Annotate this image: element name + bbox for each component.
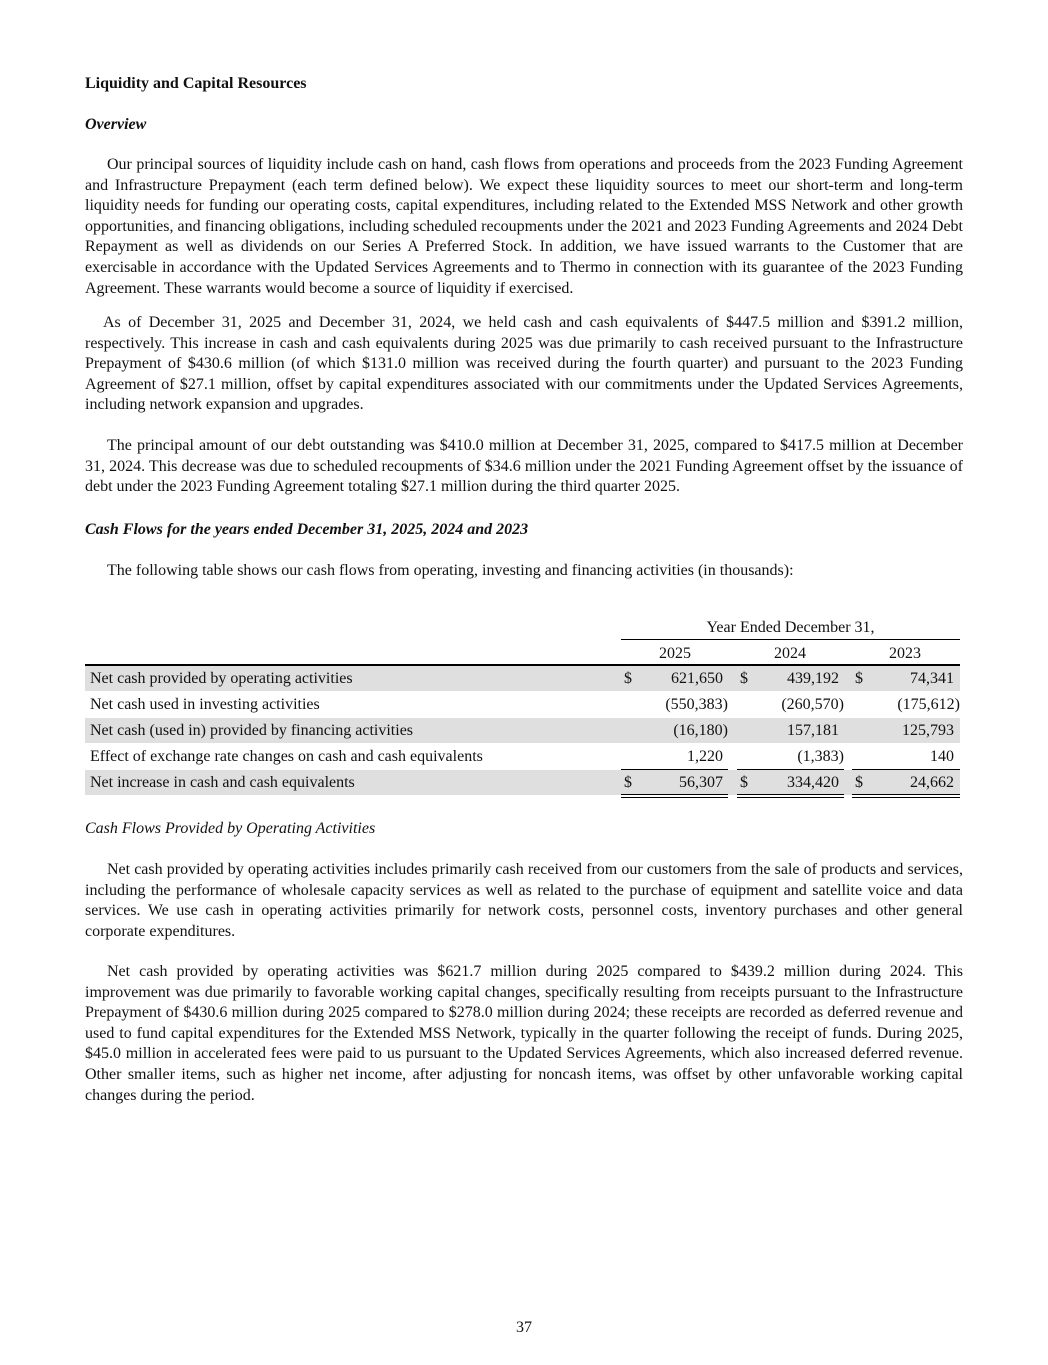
year-header-2024: 2024 bbox=[774, 645, 806, 662]
year-header-2025: 2025 bbox=[659, 645, 691, 662]
currency-symbol: $ bbox=[855, 774, 863, 791]
year-header-2023: 2023 bbox=[889, 645, 921, 662]
cell-2023: 140 bbox=[930, 748, 954, 765]
table-row bbox=[85, 718, 960, 743]
currency-symbol: $ bbox=[740, 670, 748, 687]
currency-symbol: $ bbox=[624, 774, 632, 791]
cash-flows-heading: Cash Flows for the years ended December 31, 2025, 2024 and 2023 bbox=[85, 521, 529, 538]
cell-2025: 1,220 bbox=[687, 748, 723, 765]
cell-2023: 74,341 bbox=[910, 670, 954, 687]
subtotal-rule-2024 bbox=[737, 769, 844, 770]
header-rule bbox=[621, 639, 960, 640]
double-rule-2025 bbox=[621, 794, 728, 798]
cell-2023: 24,662 bbox=[910, 774, 954, 791]
overview-paragraph-3: The principal amount of our debt outstanding was $410.0 million at December 31, 2025, compared to $417.5 million at December 31, 2024. This decrease was due to scheduled recoupments of $34.6 million under the 2021 Funding Agreement offset by the issuance of debt under the 2023 Funding Agreement totaling $27.1 million during the third quarter 2025. bbox=[85, 437, 963, 496]
double-rule-2024 bbox=[737, 794, 844, 798]
cell-2024: 439,192 bbox=[787, 670, 839, 687]
cell-2025: (16,180) bbox=[673, 722, 728, 739]
overview-heading: Overview bbox=[85, 116, 147, 133]
table-header-title: Year Ended December 31, bbox=[706, 619, 875, 636]
currency-symbol: $ bbox=[624, 670, 632, 687]
page-number: 37 bbox=[516, 1319, 532, 1336]
cell-2025: (550,383) bbox=[665, 696, 728, 713]
subtotal-rule-2023 bbox=[852, 769, 960, 770]
cell-2023: (175,612) bbox=[897, 696, 960, 713]
cell-2024: 334,420 bbox=[787, 774, 839, 791]
overview-paragraph-2: As of December 31, 2025 and December 31, 2024, we held cash and cash equivalents of $447.5 million and $391.2 million, respectively. This increase in cash and cash equivalents during 2025 was due primarily to cash received pursuant to the Infrastructure Prepayment of $430.6 million (of which $131.0 million was received during the fourth quarter) and pursuant to the 2023 Funding Agreement of $27.1 million, offset by capital expenditures associated with our commitments under the Updated Services Agreements, including network expansion and upgrades. bbox=[85, 314, 963, 414]
row-label: Net cash provided by operating activities bbox=[90, 670, 353, 687]
currency-symbol: $ bbox=[855, 670, 863, 687]
section-title: Liquidity and Capital Resources bbox=[85, 75, 307, 92]
double-rule-2023 bbox=[852, 794, 960, 798]
cell-2024: (260,570) bbox=[781, 696, 844, 713]
table-row bbox=[85, 692, 960, 717]
currency-symbol: $ bbox=[740, 774, 748, 791]
overview-paragraph-1: Our principal sources of liquidity include cash on hand, cash flows from operations and proceeds from the 2023 Funding Agreement and Infrastructure Prepayment (each term defined below). We expect these liquidity sources to meet our short-term and long-term liquidity needs for funding our operating costs, capital expenditures, including related to the Extended MSS Network and other growth opportunities, and financing obligations, including scheduled recoupments under the 2021 and 2023 Funding Agreements and 2024 Debt Repayment as well as dividends on our Series A Preferred Stock. In addition, we have issued warrants to the Customer that are exercisable in accordance with the Updated Services Agreements and to Thermo in connection with its guarantee of the 2023 Funding Agreement. These warrants would become a source of liquidity if exercised. bbox=[85, 156, 963, 297]
operating-paragraph-1: Net cash provided by operating activities includes primarily cash received from our customers from the sale of products and services, including the performance of wholesale capacity services as well as related to the purchase of equipment and satellite voice and data services. We use cash in operating activities primarily for network costs, personnel costs, inventory purchases and other general corporate expenditures. bbox=[85, 861, 963, 940]
operating-paragraph-2: Net cash provided by operating activities was $621.7 million during 2025 compared to $439.2 million during 2024. This improvement was due primarily to favorable working capital changes, specifically resulting from receipts pursuant to the Infrastructure Prepayment of $430.6 million during 2025 compared to $278.0 million during 2024; these receipts are recorded as deferred revenue and used to fund capital expenditures for the Extended MSS Network, typically in the quarter following the receipt of funds. During 2025, $45.0 million in accelerated fees were paid to us pursuant to the Updated Services Agreements, which also increased deferred revenue. Other smaller items, such as higher net income, after adjusting for noncash items, was offset by other unfavorable working capital changes during the period. bbox=[85, 963, 963, 1104]
row-label: Net increase in cash and cash equivalents bbox=[90, 774, 355, 791]
table-intro: The following table shows our cash flows from operating, investing and financing activities (in thousands): bbox=[107, 562, 794, 579]
operating-heading: Cash Flows Provided by Operating Activities bbox=[85, 820, 376, 837]
row-label: Effect of exchange rate changes on cash and cash equivalents bbox=[90, 748, 483, 765]
subtotal-rule-2025 bbox=[621, 769, 728, 770]
cell-2023: 125,793 bbox=[902, 722, 954, 739]
row-label: Net cash used in investing activities bbox=[90, 696, 320, 713]
table-row-total bbox=[85, 770, 960, 795]
table-row bbox=[85, 666, 960, 691]
cell-2025: 56,307 bbox=[679, 774, 723, 791]
cell-2025: 621,650 bbox=[671, 670, 723, 687]
cell-2024: 157,181 bbox=[787, 722, 839, 739]
cell-2024: (1,383) bbox=[797, 748, 844, 765]
table-row bbox=[85, 744, 960, 769]
row-label: Net cash (used in) provided by financing activities bbox=[90, 722, 414, 739]
